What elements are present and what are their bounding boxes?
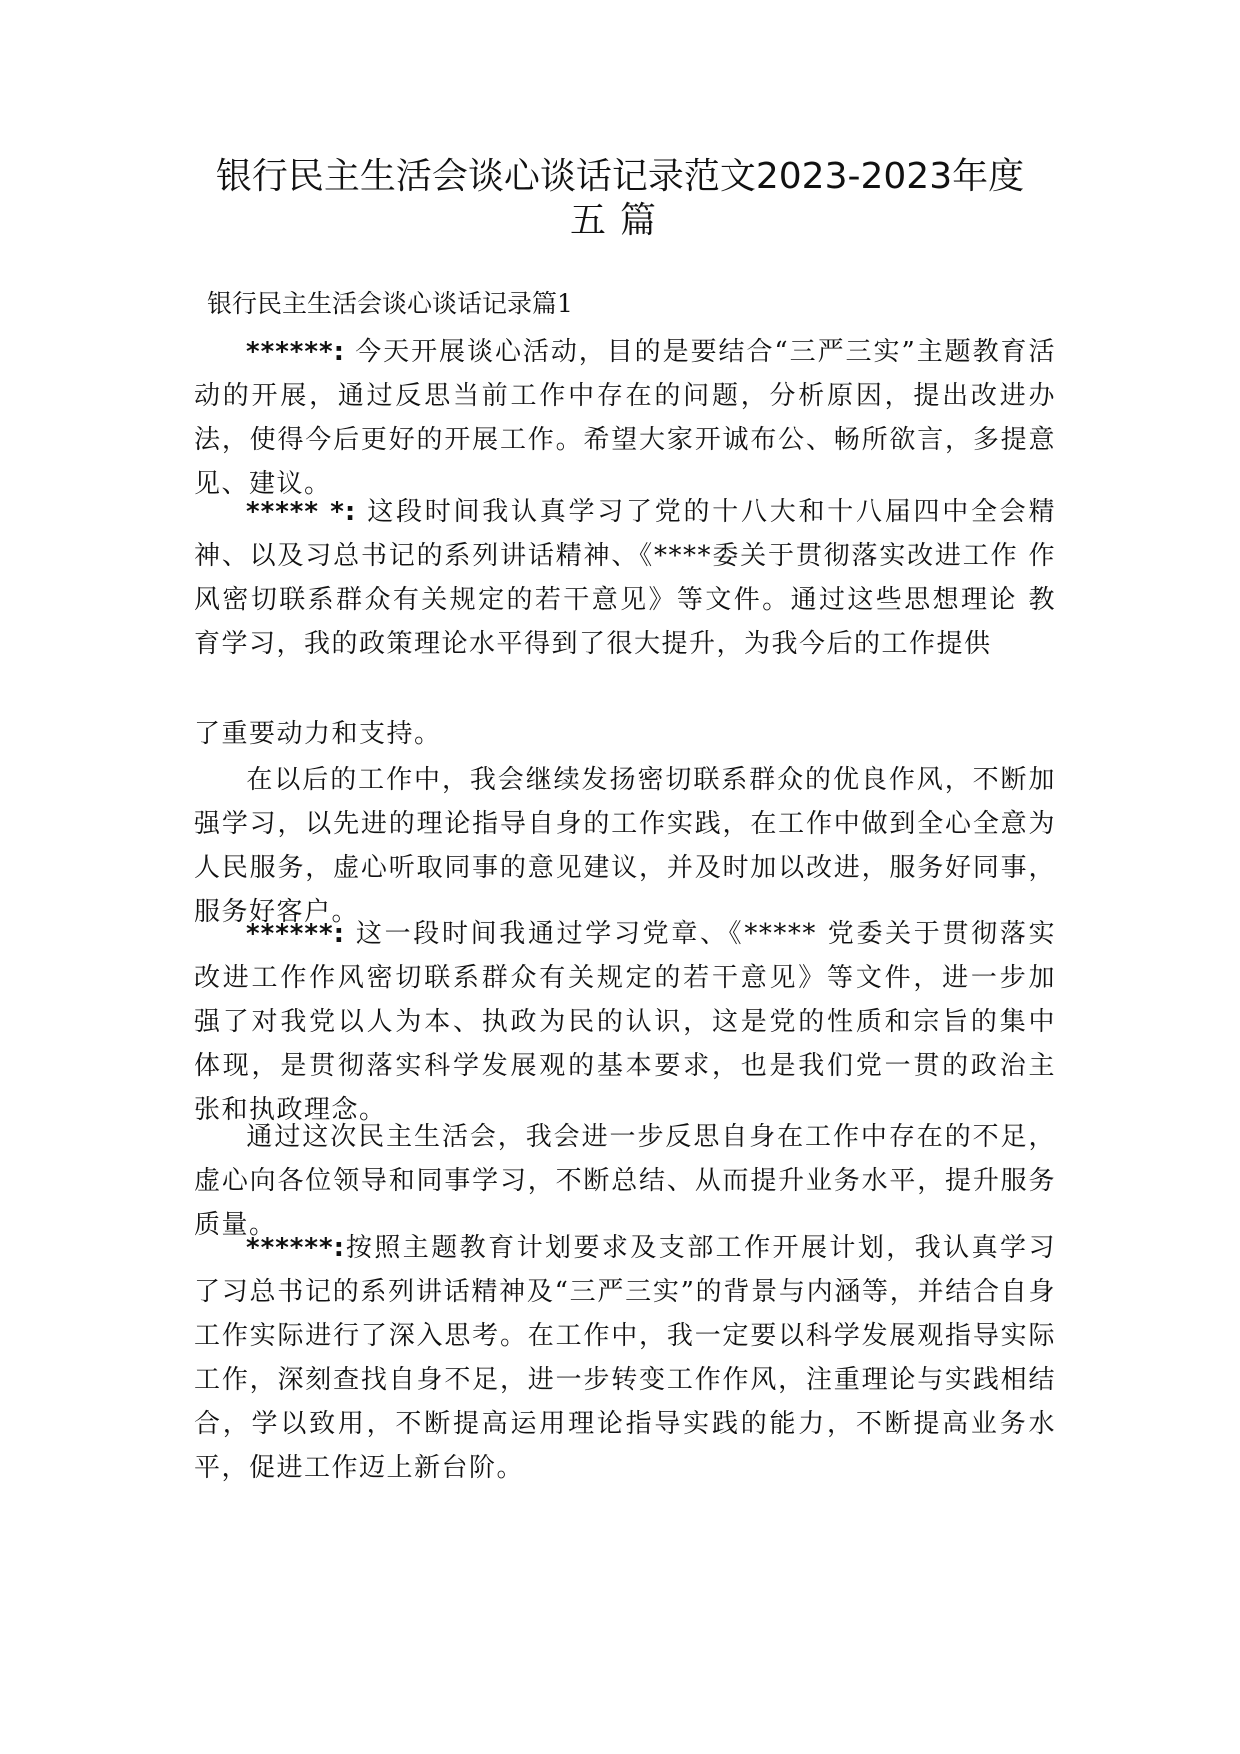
paragraph-text: 今天开展谈心活动，目的是要结合“三严三实”主题教育活动的开展，通过反思当前工作中存在的问题，分析原因，提出改进办法，使得今后更好的开展工作。希望大家开诚布公、畅所欲言，多提意见、建议。 [194, 337, 1056, 499]
speaker-label: ******: [246, 919, 345, 949]
paragraph-4 [194, 912, 1056, 1132]
paragraph-text: 了重要动力和支持。 [194, 719, 442, 749]
paragraph-2-continuation [194, 712, 1056, 756]
paragraph-text: 按照主题教育计划要求及支部工作开展计划，我认真学习了习总书记的系列讲话精神及“三严三实”的背景与内涵等，并结合自身工作实际进行了深入思考。在工作中，我一定要以科学发展观指导实际工作，深刻查找自身不足，进一步转变工作作风，注重理论与实践相结合，学以致用，不断提高运用理论指导实践的能力，不断提高业务水平，促进工作迈上新台阶。 [194, 1233, 1056, 1483]
paragraph-2 [194, 490, 1056, 666]
speaker-label: ******: [246, 337, 345, 367]
document-title-line1: 银行民主生活会谈心谈话记录范文2023-2023年度 [215, 156, 1025, 197]
speaker-label: ***** *: [246, 497, 357, 527]
paragraph-text: 这一段时间我通过学习党章、《***** 党委关于贯彻落实 改进工作作风密切联系群众有关规定的若干意见》等文件，进一步加 强了对我党以人为本、执政为民的认识，这是党的性质和宗旨的集中 体现，是贯彻落实科学发展观的基本要求，也是我们党一贯的政治主 张和执政理念。 [194, 919, 1056, 1125]
speaker-label: ******: [246, 1233, 345, 1263]
paragraph-1 [194, 330, 1056, 506]
paragraph-text: 这段时间我认真学习了党的十八大和十八届四中全会精 神、以及习总书记的系列讲话精神、《****委关于贯彻落实改进工作 作风密切联系群众有关规定的若干意见》等文件。通过这些思想理论 教育学习，我的政策理论水平得到了很大提升，为我今后的工作提供 [194, 497, 1057, 659]
section-heading: 银行民主生活会谈心谈话记录篇1 [207, 289, 573, 318]
paragraph-text: 通过这次民主生活会，我会进一步反思自身在工作中存在的不足，虚心向各位领导和同事学习，不断总结、从而提升业务水平，提升服务质量。 [194, 1122, 1056, 1240]
paragraph-6 [194, 1226, 1056, 1490]
paragraph-text: 在以后的工作中，我会继续发扬密切联系群众的优良作风，不断加强学习，以先进的理论指导自身的工作实践，在工作中做到全心全意为人民服务，虚心听取同事的意见建议，并及时加以改进，服务好同事，服务好客户。 [194, 765, 1056, 927]
document-title-line2: 五篇 [569, 200, 670, 241]
paragraph-3 [194, 758, 1056, 934]
